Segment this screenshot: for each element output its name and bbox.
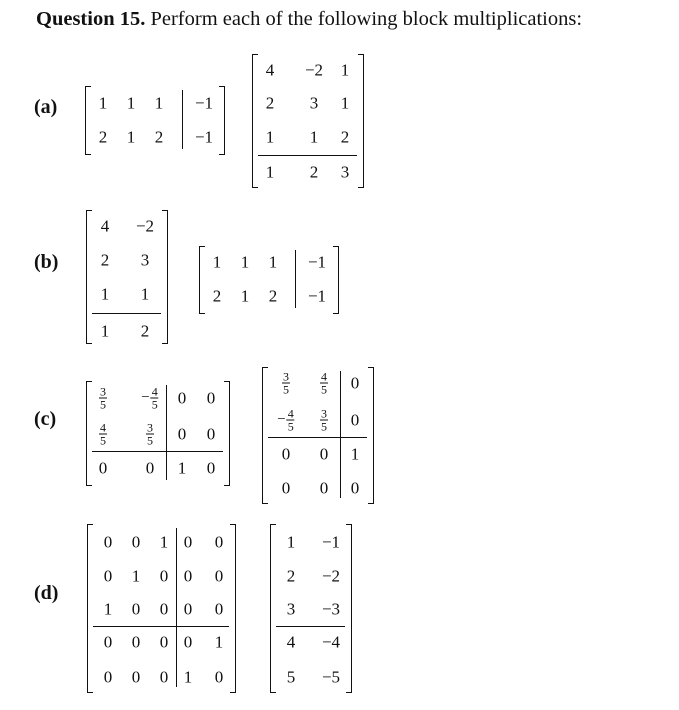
matrix-entry: 0 [183,632,193,652]
left-bracket [86,210,92,344]
block-partition-horizontal [93,626,229,627]
matrix-entry: 1 [214,632,224,652]
matrix-entry: 1 [183,667,193,687]
right-bracket [162,210,168,344]
right-bracket [230,524,236,693]
fraction [99,386,107,411]
matrix-entry [99,422,107,447]
fraction [99,422,107,447]
matrix-entry: 2 [140,321,150,341]
numerator: 4 [151,384,158,399]
matrix-entry [320,408,328,433]
block-partition-vertical [182,90,183,149]
matrix-entry: 0 [214,532,224,552]
matrix-entry: 0 [350,373,360,393]
matrix-entry: 0 [319,444,329,464]
matrix-entry: 0 [214,667,224,687]
matrix-entry: 0 [177,424,187,444]
matrix-entry: 0 [183,532,193,552]
block-partition-horizontal [92,451,223,452]
matrix-entry: −2 [304,60,324,80]
matrix-entry: 4 [265,60,275,80]
matrix-entry: 0 [98,458,108,478]
right-bracket [358,54,364,188]
fraction [146,422,154,447]
matrix-entry: 0 [159,632,169,652]
matrix-entry: 0 [214,599,224,619]
matrix-entry: 0 [145,458,155,478]
matrix-entry: 1 [212,252,222,272]
matrix-entry: 3 [140,250,150,270]
matrix-entry: −4 [321,632,341,652]
matrix-entry: −1 [307,286,327,306]
matrix-entry: −1 [194,127,214,147]
denominator: 5 [287,419,294,434]
denominator: 5 [321,419,327,434]
matrix-entry: 2 [286,566,296,586]
denominator: 5 [100,397,106,412]
left-bracket [87,524,93,693]
block-partition-horizontal [258,155,357,156]
matrix-entry: 2 [265,93,275,113]
left-bracket [86,381,92,486]
matrix-entry: 3 [286,599,296,619]
part-label: (a) [34,96,58,118]
matrix-entry: 4 [100,216,110,236]
right-bracket [368,367,374,504]
matrix-entry [141,386,158,411]
denominator: 5 [321,382,327,397]
block-partition-horizontal [276,626,345,627]
matrix-entry: 1 [100,284,110,304]
matrix-entry: 0 [350,410,360,430]
block-partition-vertical [176,528,177,687]
right-bracket [224,381,230,486]
left-bracket [85,86,91,155]
matrix-entry: −1 [194,93,214,113]
denominator: 5 [100,433,106,448]
matrix-entry: 1 [350,444,360,464]
matrix-entry: 1 [309,127,319,147]
matrix-entry: −1 [307,252,327,272]
matrix-entry: 1 [140,284,150,304]
block-partition-horizontal [92,313,161,314]
matrix-entry: 2 [98,127,108,147]
matrix-entry: 1 [340,93,350,113]
matrix-entry [99,386,107,411]
matrix-entry: 1 [268,252,278,272]
left-bracket [270,524,276,693]
numerator: 4 [287,406,294,421]
numerator: 3 [283,369,289,384]
numerator: 3 [321,406,327,421]
numerator: 3 [147,420,153,435]
matrix-entry: 1 [159,532,169,552]
matrix-entry: 1 [126,127,136,147]
minus-sign: − [277,411,286,428]
left-bracket [199,246,205,314]
right-bracket [346,524,352,693]
matrix-entry: 2 [212,286,222,306]
matrix-entry: 0 [103,566,113,586]
matrix-entry: 0 [131,532,141,552]
fraction [320,371,328,396]
matrix-entry: 0 [131,599,141,619]
matrix-entry: 1 [177,458,187,478]
right-bracket [333,246,339,314]
matrix-entry: 2 [340,127,350,147]
matrix-entry: 4 [286,632,296,652]
matrix-entry: 2 [268,286,278,306]
matrix-entry: 0 [281,444,291,464]
matrix-entry: 0 [103,667,113,687]
matrix-entry [320,371,328,396]
block-partition-vertical [340,371,341,498]
matrix-entry: 1 [100,321,110,341]
block-partition-vertical [295,250,296,308]
matrix-entry: 1 [103,599,113,619]
matrix-entry: −5 [321,667,341,687]
question-heading [36,8,582,31]
matrix-entry: 0 [183,566,193,586]
matrix-entry: 0 [177,388,187,408]
matrix-entry: 1 [154,93,164,113]
matrix-entry: 5 [286,667,296,687]
matrix-entry: 0 [319,478,329,498]
matrix-entry: −2 [321,566,341,586]
matrix-entry: −1 [321,532,341,552]
denominator: 5 [147,433,153,448]
matrix-entry: 2 [309,162,319,182]
matrix-entry [277,408,294,433]
matrix-entry: 0 [183,599,193,619]
right-bracket [219,86,225,155]
part-label: (c) [34,408,57,430]
question-number: Question 15. [36,8,146,30]
matrix-entry: 1 [340,60,350,80]
denominator: 5 [151,397,158,412]
matrix-entry: 0 [206,388,216,408]
matrix-entry: 0 [103,632,113,652]
part-label: (d) [34,582,59,604]
matrix-entry: 0 [159,667,169,687]
part-label: (b) [34,251,59,273]
left-bracket [252,54,258,188]
fraction [151,386,159,411]
matrix-entry: 0 [350,478,360,498]
matrix-entry: 0 [131,632,141,652]
minus-sign: − [141,389,150,406]
matrix-entry: 2 [100,250,110,270]
matrix-entry: 0 [214,566,224,586]
matrix-entry: 1 [126,93,136,113]
matrix-entry: 3 [340,162,350,182]
matrix-entry: 0 [131,667,141,687]
matrix-entry [146,422,154,447]
matrix-entry: 1 [265,127,275,147]
matrix-entry [282,371,290,396]
matrix-entry: 0 [103,532,113,552]
block-partition-vertical [166,385,167,480]
matrix-entry: 1 [240,286,250,306]
matrix-entry: 1 [286,532,296,552]
matrix-entry: 0 [281,478,291,498]
numerator: 4 [100,420,106,435]
fraction [287,408,295,433]
matrix-entry: 1 [240,252,250,272]
matrix-entry: 2 [154,127,164,147]
matrix-entry: 1 [98,93,108,113]
numerator: 3 [100,384,106,399]
matrix-entry: 1 [265,162,275,182]
left-bracket [262,367,268,504]
matrix-entry: 3 [309,93,319,113]
fraction [320,408,328,433]
matrix-entry: −3 [321,599,341,619]
fraction [282,371,290,396]
matrix-entry: −2 [135,216,155,236]
question-prompt: Perform each of the following block multiplications: [150,8,583,30]
matrix-entry: 0 [159,566,169,586]
denominator: 5 [283,382,289,397]
matrix-entry: 1 [131,566,141,586]
matrix-entry: 0 [206,424,216,444]
block-partition-horizontal [268,437,367,438]
numerator: 4 [321,369,327,384]
matrix-entry: 0 [206,458,216,478]
matrix-entry: 0 [159,599,169,619]
